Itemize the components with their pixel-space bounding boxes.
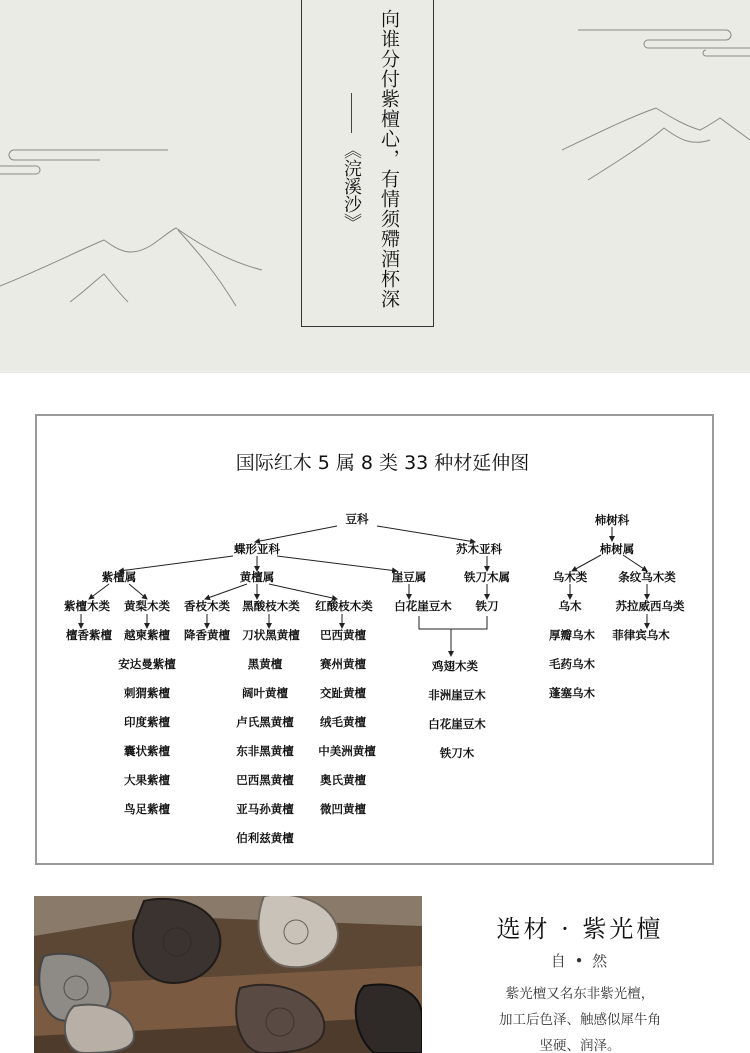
species-item: 铁刀木: [439, 746, 475, 760]
feature-desc-line: 紫光檀又名东非紫光檀，: [505, 986, 655, 1002]
species-item: 伯利兹黄檀: [236, 831, 294, 845]
feature-desc-line: 坚硬、润泽。: [539, 1038, 621, 1053]
poem-source: 《浣溪沙》: [341, 141, 362, 231]
species-item: 黑黄檀: [247, 657, 283, 671]
node-xiangzhimulei: 香枝木类: [184, 599, 230, 613]
node-wumu: 乌木: [558, 599, 582, 613]
species-item: 巴西黄檀: [320, 628, 366, 642]
species-item: 刀状黑黄檀: [242, 628, 300, 642]
species-item: 刺猬紫檀: [124, 686, 170, 700]
node-wumulei: 乌木类: [552, 570, 588, 584]
node-dieyaike: 蝶形亚科: [234, 542, 280, 556]
species-item: 越柬紫檀: [124, 628, 170, 642]
species-item: 巴西黑黄檀: [236, 773, 294, 787]
feature-subtitle: 自 • 然: [550, 952, 610, 970]
species-item: 赛州黄檀: [320, 657, 366, 671]
species-item: 降香黄檀: [184, 628, 230, 642]
species-item: 交趾黄檀: [320, 686, 366, 700]
species-item: 菲律宾乌木: [612, 628, 670, 642]
node-yadoushu: 崖豆属: [391, 570, 427, 584]
node-shishuke: 柿树科: [594, 513, 630, 527]
species-item: 阔叶黄檀: [242, 686, 288, 700]
node-heisuanzhimulei: 黑酸枝木类: [242, 599, 300, 613]
wood-logs-illustration: [34, 896, 422, 1053]
species-item: 绒毛黄檀: [320, 715, 366, 729]
feature-info: [440, 905, 720, 1053]
species-item: 白花崖豆木: [428, 717, 486, 731]
species-item: 东非黑黄檀: [236, 744, 294, 758]
species-item: 安达曼紫檀: [118, 657, 176, 671]
poem-frame: [301, 0, 434, 327]
node-zitanmulei: 紫檀木类: [64, 599, 110, 613]
species-item: 微凹黄檀: [320, 802, 366, 816]
node-huangtanshu: 黄檀属: [239, 570, 275, 584]
node-hongsuanzhimulei: 红酸枝木类: [315, 599, 373, 613]
wood-logs-photo: [34, 896, 422, 1053]
poem-banner: [0, 0, 750, 373]
feature-description: [440, 981, 720, 1053]
species-item: 厚瓣乌木: [549, 628, 595, 642]
feature-title: 选材 · 紫光檀: [496, 915, 664, 943]
node-tiedaomushu: 铁刀木属: [464, 570, 510, 584]
species-item: 亚马孙黄檀: [236, 802, 294, 816]
poem-text: 向谁分付紫檀心，有情须殢酒杯深: [378, 9, 400, 309]
species-item: 中美洲黄檀: [318, 744, 376, 758]
rosewood-classification-diagram: [35, 414, 714, 865]
species-item: 大果紫檀: [124, 773, 170, 787]
species-item: 非洲崖豆木: [428, 688, 486, 702]
node-shishushu: 柿树属: [599, 542, 635, 556]
node-sulaweixiwulei: 苏拉威西乌类: [615, 599, 685, 613]
species-item: 鸡翅木类: [432, 659, 478, 673]
node-sumuyaike: 苏木亚科: [456, 542, 502, 556]
species-item: 毛药乌木: [549, 657, 595, 671]
diagram-title: 国际红木 5 属 8 类 33 种材延伸图: [235, 452, 530, 474]
species-item: 囊状紫檀: [124, 744, 170, 758]
species-item: 檀香紫檀: [66, 628, 112, 642]
species-item: 鸟足紫檀: [124, 802, 170, 816]
poem-dash: [351, 93, 352, 133]
node-baihuayadoumu: 白花崖豆木: [394, 599, 452, 613]
species-item: 印度紫檀: [124, 715, 170, 729]
feature-desc-line: 加工后色泽、触感似犀牛角: [499, 1012, 661, 1028]
node-douke: 豆科: [345, 512, 369, 526]
node-tiaowenwumulei: 条纹乌木类: [618, 570, 676, 584]
node-zitanshu: 紫檀属: [101, 570, 137, 584]
species-item: 奥氏黄檀: [320, 773, 366, 787]
node-huanglimulei: 黄梨木类: [124, 599, 170, 613]
species-item: 蓬塞乌木: [549, 686, 595, 700]
node-tiedao: 铁刀: [475, 599, 499, 613]
species-item: 卢氏黑黄檀: [236, 715, 294, 729]
